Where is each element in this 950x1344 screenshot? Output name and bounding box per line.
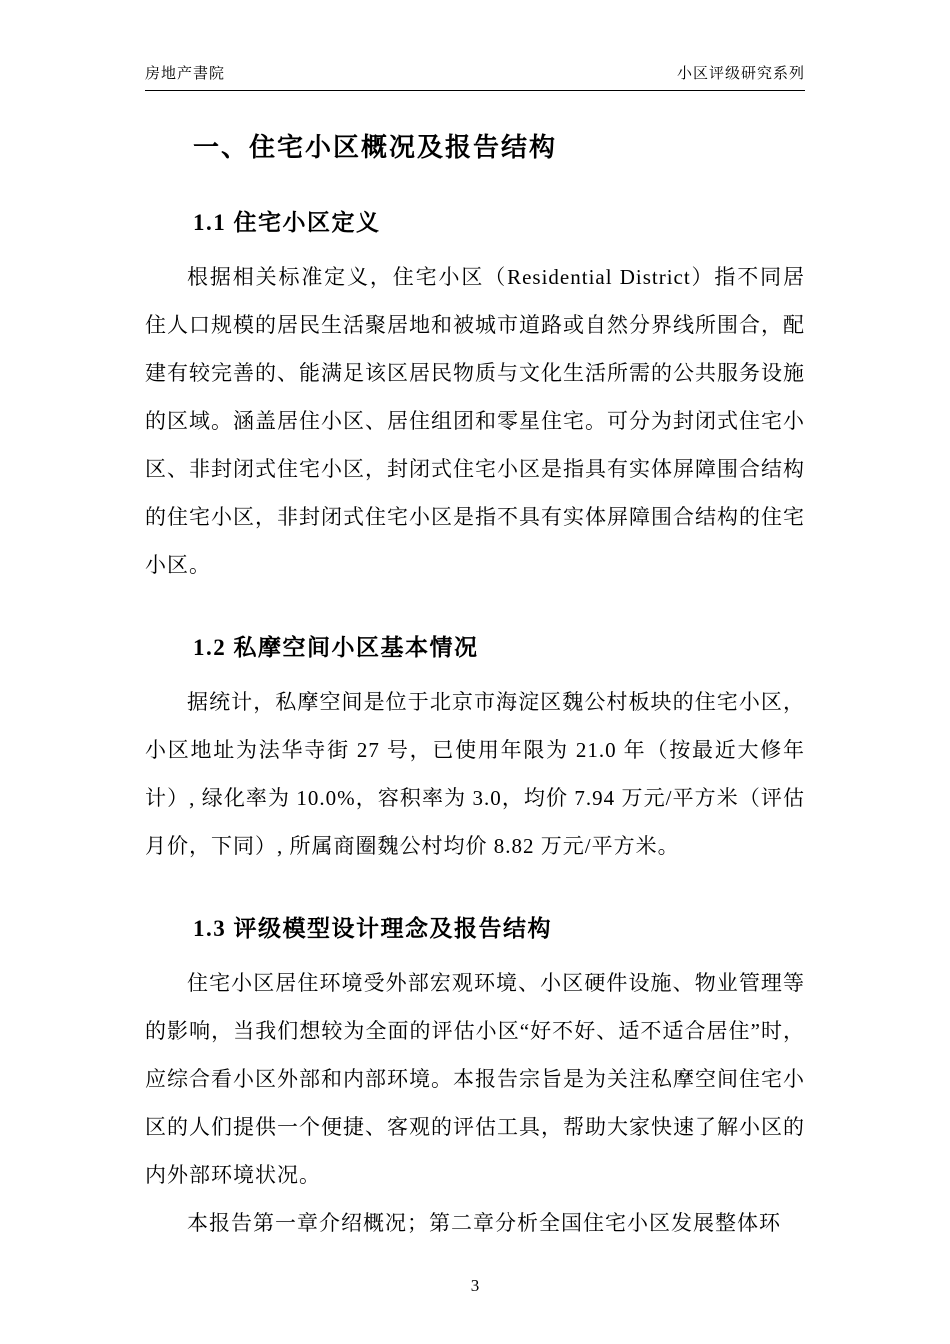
section-heading-1-1: 1.1 住宅小区定义	[193, 210, 381, 235]
paragraph-report-structure: 本报告第一章介绍概况；第二章分析全国住宅小区发展整体环	[187, 1211, 781, 1235]
page-number: 3	[470, 1276, 480, 1295]
header-right-text: 小区评级研究系列	[676, 66, 805, 82]
section-heading-1-2: 1.2 私摩空间小区基本情况	[193, 635, 479, 660]
paragraph-definition: 根据相关标准定义，住宅小区（Residential District）指不同居住人口规模的居民生活聚居地和被城市道路或自然分界线所围合，配建有较完善的、能满足该区居民物质与文化生活所需的公共服务设施的区域。涵盖居住小区、居住组团和零星住宅。可分为封闭式住宅小区、非封闭式住宅小区，封闭式住宅小区是指具有实体屏障围合结构的住宅小区，非封闭式住宅小区是指不具有实体屏障围合结构的住宅小区。	[145, 265, 805, 577]
page-header	[145, 62, 805, 91]
page-footer	[0, 1276, 950, 1296]
paragraph-basic-info: 据统计，私摩空间是位于北京市海淀区魏公村板块的住宅小区，小区地址为法华寺街 27 号，已使用年限为 21.0 年（按最近大修年计）, 绿化率为 10.0%，容积率为 3.0，均价 7.94 万元/平方米（评估月价，下同）, 所属商圈魏公村均价 8.82 万元/平方米。	[145, 690, 805, 858]
section-heading-1-3: 1.3 评级模型设计理念及报告结构	[193, 916, 552, 941]
chapter-title: 一、住宅小区概况及报告结构	[193, 133, 558, 162]
header-left-text: 房地产書院	[145, 66, 226, 82]
document-content	[145, 127, 805, 1247]
paragraph-design-concept: 住宅小区居住环境受外部宏观环境、小区硬件设施、物业管理等的影响，当我们想较为全面的评估小区“好不好、适不适合居住”时，应综合看小区外部和内部环境。本报告宗旨是为关注私摩空间住宅小区的人们提供一个便捷、客观的评估工具，帮助大家快速了解小区的内外部环境状况。	[145, 971, 805, 1187]
